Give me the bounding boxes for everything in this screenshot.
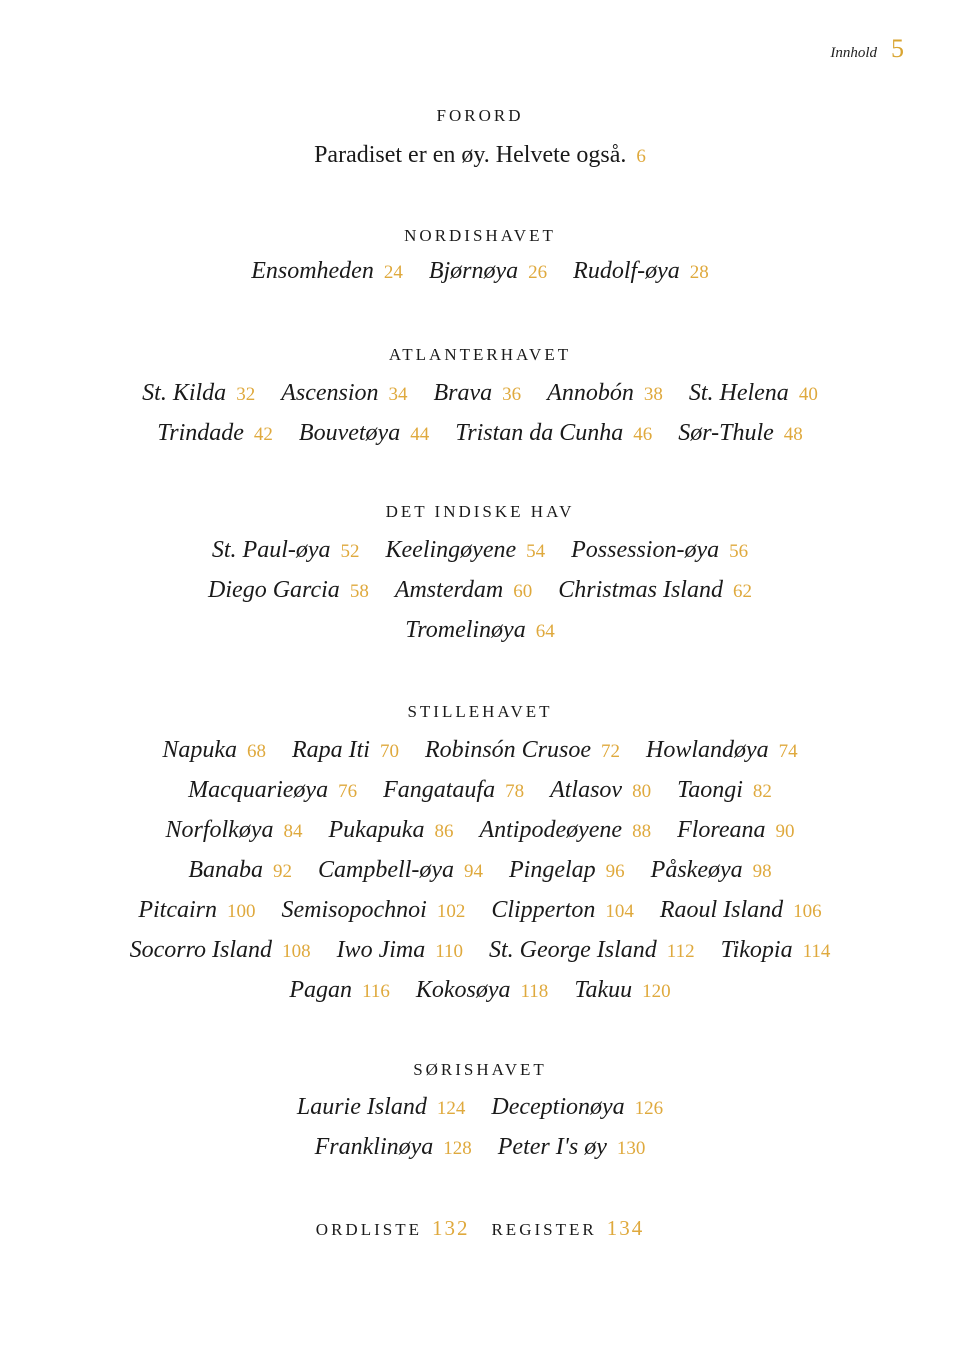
back-matter-page: 134	[606, 1216, 645, 1240]
toc-entry[interactable]	[188, 777, 357, 804]
toc-entry-page: 82	[752, 781, 772, 802]
toc-entry[interactable]	[162, 737, 266, 764]
toc-entry-page: 112	[666, 941, 695, 962]
toc-entry-name: Taongi	[677, 777, 743, 803]
section-heading: SØRISHAVET	[413, 1060, 547, 1079]
toc-entry-name: Paradiset er en øy. Helvete også.	[314, 142, 627, 168]
toc-entry-name: Ensomheden	[251, 258, 374, 284]
toc-entry-name: Tikopia	[720, 937, 793, 963]
toc-entry[interactable]	[138, 897, 255, 924]
toc-entry-name: Raoul Island	[659, 897, 784, 923]
toc-entry[interactable]	[491, 897, 634, 924]
running-head-page-number: 5	[891, 34, 904, 63]
toc-entry-name: Amsterdam	[394, 577, 504, 603]
toc-entry[interactable]	[660, 897, 822, 924]
toc-entry-name: Sør-Thule	[678, 420, 774, 446]
toc-entry[interactable]	[212, 537, 360, 564]
toc-entry-page: 34	[388, 384, 408, 405]
toc-entry-page: 40	[798, 384, 818, 405]
toc-entry-page: 54	[526, 541, 546, 562]
toc-entry-page: 86	[434, 821, 454, 842]
toc-entry[interactable]	[509, 857, 625, 884]
toc-entry[interactable]	[574, 977, 670, 1004]
toc-line	[0, 977, 960, 1004]
section-heading: ATLANTERHAVET	[388, 345, 572, 364]
back-matter-ordliste[interactable]	[315, 1216, 470, 1240]
toc-entry-name: Possession-øya	[571, 537, 720, 563]
toc-entry[interactable]	[573, 258, 709, 285]
toc-entry-page: 68	[246, 741, 266, 762]
toc-entry-page: 64	[535, 621, 555, 642]
toc-entry[interactable]	[677, 777, 772, 804]
back-matter	[0, 1216, 960, 1241]
toc-entry-page: 106	[793, 901, 822, 922]
toc-entry-name: Rudolf-øya	[573, 258, 680, 284]
toc-entry[interactable]	[289, 977, 389, 1004]
toc-entry-name: Laurie Island	[296, 1094, 427, 1120]
toc-entry-page: 102	[436, 901, 466, 922]
toc-entry-name: Floreana	[677, 817, 766, 843]
toc-line	[0, 777, 960, 804]
toc-entry-page: 116	[362, 981, 390, 1002]
toc-entry[interactable]	[547, 380, 663, 407]
toc-entry-name: Brava	[433, 380, 493, 406]
toc-entry-page: 74	[778, 741, 798, 762]
toc-entry-name: St. George Island	[489, 937, 657, 963]
toc-entry-page: 108	[282, 941, 311, 962]
toc-entry[interactable]	[416, 977, 548, 1004]
toc-entry-page: 98	[752, 861, 772, 882]
toc-entry-name: Kokosøya	[415, 977, 511, 1003]
toc-entry[interactable]	[405, 617, 554, 644]
toc-entry[interactable]	[142, 380, 255, 407]
toc-entry-name: Iwo Jima	[336, 937, 426, 963]
toc-entry[interactable]	[130, 937, 311, 964]
toc-entry-name: St. Helena	[688, 380, 789, 406]
toc-entry[interactable]	[455, 420, 652, 447]
toc-entry[interactable]	[208, 577, 369, 604]
toc-entry[interactable]	[386, 537, 546, 564]
toc-entry-name: Diego Garcia	[208, 577, 340, 603]
toc-entry-page: 92	[273, 861, 293, 882]
toc-entry-name: Rapa Iti	[291, 737, 370, 763]
toc-entry-name: Campbell-øya	[318, 857, 455, 883]
toc-entry[interactable]	[315, 1134, 472, 1161]
toc-line	[0, 937, 960, 964]
toc-entry-name: Deceptionøya	[491, 1094, 625, 1120]
toc-entry-page: 38	[643, 384, 663, 405]
toc-entry-page: 130	[616, 1138, 646, 1159]
toc-line	[0, 577, 960, 604]
toc-entry[interactable]	[328, 817, 453, 844]
toc-entry-page: 114	[802, 941, 831, 962]
toc-entry-page: 42	[253, 424, 273, 445]
toc-entry-name: Takuu	[574, 977, 633, 1003]
toc-entry-name: Atlasov	[550, 777, 623, 803]
toc-entry[interactable]	[677, 817, 794, 844]
toc-entry[interactable]	[558, 577, 752, 604]
toc-entry[interactable]	[318, 857, 483, 884]
toc-entry-name: Socorro Island	[129, 937, 273, 963]
toc-entry-page: 124	[436, 1098, 466, 1119]
toc-entry-page: 78	[505, 781, 525, 802]
section-heading: STILLEHAVET	[407, 702, 553, 721]
toc-entry-name: St. Paul-øya	[211, 537, 331, 563]
toc-entry-page: 88	[632, 821, 652, 842]
toc-entry[interactable]	[281, 380, 407, 407]
toc-entry-page: 96	[605, 861, 625, 882]
toc-entry-foreword[interactable]	[314, 142, 646, 169]
toc-entry[interactable]	[282, 897, 466, 924]
toc-entry-page: 128	[443, 1138, 472, 1159]
toc-entry-page: 24	[383, 262, 403, 283]
toc-entry[interactable]	[383, 777, 524, 804]
toc-entry-name: Påskeøya	[650, 857, 743, 883]
toc-line	[0, 537, 960, 564]
toc-entry-name: Clipperton	[491, 897, 596, 923]
back-matter-label: ORDLISTE	[315, 1220, 422, 1239]
toc-entry[interactable]	[292, 737, 399, 764]
section-heading-forord: FORORD	[436, 106, 524, 125]
toc-entry[interactable]	[299, 420, 429, 447]
toc-entry-page: 6	[636, 146, 646, 167]
foreword-line	[0, 142, 960, 169]
toc-entry[interactable]	[491, 1094, 663, 1121]
toc-entry[interactable]	[425, 737, 620, 764]
toc-entry-name: St. Kilda	[142, 380, 227, 406]
toc-entry-page: 70	[379, 741, 399, 762]
toc-entry-name: Tromelinøya	[405, 617, 526, 643]
toc-entry-name: Pagan	[289, 977, 353, 1003]
toc-line	[0, 380, 960, 407]
toc-entry-name: Howlandøya	[646, 737, 769, 763]
toc-entry-name: Norfolkøya	[165, 817, 274, 843]
toc-entry[interactable]	[395, 577, 532, 604]
toc-line	[0, 258, 960, 285]
toc-entry-page: 58	[349, 581, 369, 602]
toc-entry-name: Ascension	[281, 380, 379, 406]
toc-entry-name: Trindade	[157, 420, 244, 446]
toc-entry-page: 90	[775, 821, 795, 842]
toc-entry-page: 84	[283, 821, 303, 842]
toc-entry-name: Fangataufa	[383, 777, 496, 803]
toc-entry[interactable]	[479, 817, 651, 844]
toc-entry-page: 118	[520, 981, 549, 1002]
toc-entry-name: Bouvetøya	[298, 420, 401, 446]
toc-entry-page: 76	[338, 781, 358, 802]
toc-entry[interactable]	[498, 1134, 646, 1161]
toc-line	[0, 817, 960, 844]
toc-line	[0, 737, 960, 764]
toc-entry-name: Robinsón Crusoe	[424, 737, 591, 763]
toc-entry-name: Bjørnøya	[428, 258, 519, 284]
toc-entry[interactable]	[297, 1094, 466, 1121]
section-heading: NORDISHAVET	[404, 226, 556, 245]
toc-entry[interactable]	[429, 258, 547, 285]
toc-entry-name: Antipodeøyene	[479, 817, 623, 843]
toc-entry-name: Christmas Island	[558, 577, 723, 603]
toc-entry[interactable]	[678, 420, 803, 447]
toc-entry-page: 100	[227, 901, 256, 922]
toc-entry-page: 110	[435, 941, 464, 962]
toc-line	[0, 857, 960, 884]
toc-entry[interactable]	[157, 420, 273, 447]
toc-entry-page: 36	[502, 384, 522, 405]
toc-entry-page: 46	[633, 424, 653, 445]
toc-entry-name: Banaba	[188, 857, 264, 883]
running-head	[830, 34, 904, 64]
toc-line	[0, 897, 960, 924]
toc-entry-name: Napuka	[162, 737, 237, 763]
running-head-label: Innhold	[830, 45, 877, 61]
toc-entry-page: 94	[464, 861, 484, 882]
toc-entry-name: Pitcairn	[138, 897, 217, 923]
section-heading: DET INDISKE HAV	[385, 502, 575, 521]
toc-entry[interactable]	[689, 380, 818, 407]
toc-entry-page: 52	[340, 541, 360, 562]
toc-entry[interactable]	[188, 857, 292, 884]
toc-entry[interactable]	[721, 937, 831, 964]
toc-entry-name: Franklinøya	[314, 1134, 434, 1160]
toc-entry[interactable]	[646, 737, 798, 764]
toc-entry-name: Semisopochnoi	[281, 897, 427, 923]
toc-entry[interactable]	[550, 777, 651, 804]
toc-entry-page: 80	[632, 781, 652, 802]
toc-entry-name: Tristan da Cunha	[455, 420, 624, 446]
toc-entry[interactable]	[489, 937, 695, 964]
toc-entry-page: 120	[642, 981, 671, 1002]
toc-entry-name: Peter I's øy	[497, 1134, 607, 1160]
toc-entry-name: Macquarieøya	[188, 777, 329, 803]
toc-entry-page: 48	[783, 424, 803, 445]
toc-entry-page: 26	[528, 262, 548, 283]
toc-entry[interactable]	[571, 537, 748, 564]
toc-entry-page: 72	[601, 741, 620, 762]
toc-entry-name: Pingelap	[509, 857, 596, 883]
toc-entry-page: 32	[236, 384, 256, 405]
toc-line	[0, 1094, 960, 1121]
toc-line	[0, 617, 960, 644]
toc-entry-page: 126	[634, 1098, 664, 1119]
toc-entry[interactable]	[434, 380, 522, 407]
toc-entry-page: 60	[513, 581, 533, 602]
toc-entry-name: Annobón	[547, 380, 634, 406]
back-matter-register[interactable]	[491, 1216, 645, 1240]
toc-entry[interactable]	[651, 857, 772, 884]
toc-entry-page: 44	[410, 424, 430, 445]
toc-entry-page: 62	[732, 581, 752, 602]
toc-entry[interactable]	[251, 258, 403, 285]
toc-entry-name: Keelingøyene	[385, 537, 517, 563]
toc-entry-page: 28	[689, 262, 709, 283]
toc-entry[interactable]	[165, 817, 302, 844]
toc-entry-page: 56	[729, 541, 749, 562]
toc-line	[0, 420, 960, 447]
back-matter-label: REGISTER	[491, 1220, 597, 1239]
toc-entry-page: 104	[605, 901, 634, 922]
toc-entry-name: Pukapuka	[328, 817, 425, 843]
toc-entry[interactable]	[337, 937, 463, 964]
toc-line	[0, 1134, 960, 1161]
back-matter-page: 132	[431, 1216, 470, 1240]
